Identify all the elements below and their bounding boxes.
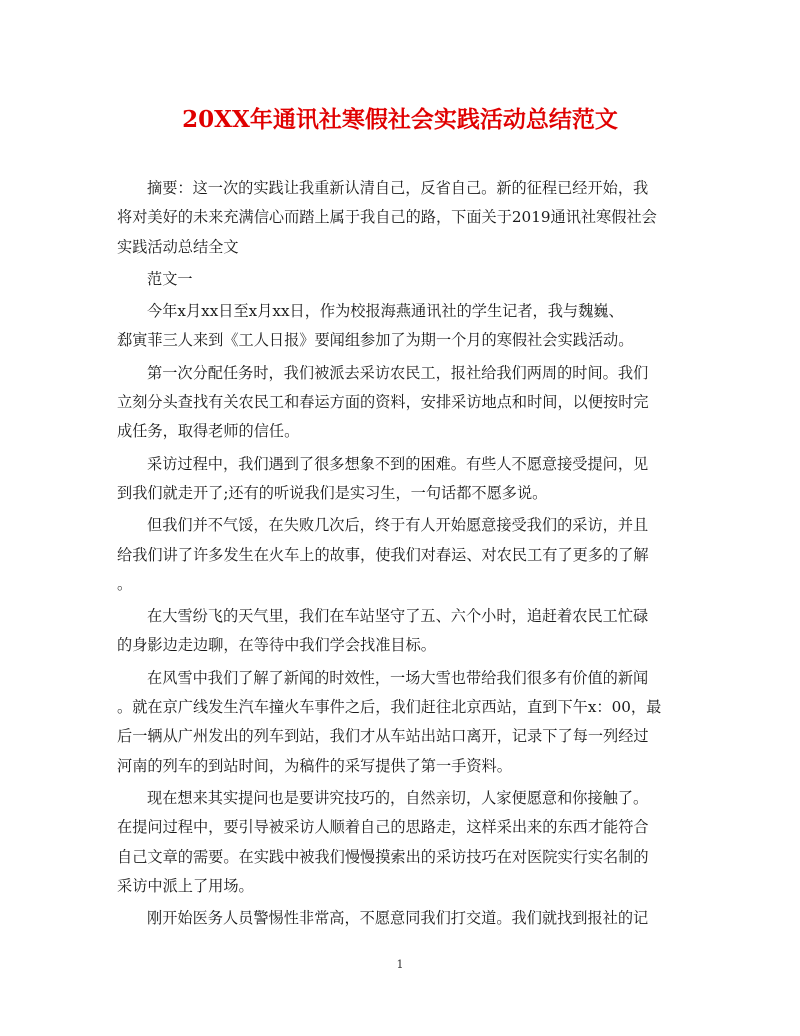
paragraph-para-6 [117, 664, 683, 781]
text-line: 今年x月xx日至x月xx日，作为校报海燕通讯社的学生记者，我与魏巍、 [147, 302, 624, 321]
text-line: 将对美好的未来充满信心而踏上属于我自己的路，下面关于2019通讯社寒假社会 [117, 208, 657, 227]
paragraph-para-8 [117, 904, 683, 933]
text-line: 后一辆从广州发出的列车到站，我们才从车站出站口离开，记录下了每一列经过 [117, 727, 649, 746]
document-body [117, 174, 683, 936]
paragraph-para-3 [117, 450, 683, 509]
text-line: 但我们并不气馁，在失败几次后，终于有人开始愿意接受我们的采访，并且 [147, 516, 649, 535]
text-line: 郄寅菲三人来到《工人日报》要闻组参加了为期一个月的寒假社会实践活动。 [117, 331, 634, 350]
text-line: 在风雪中我们了解了新闻的时效性，一场大雪也带给我们很多有价值的新闻 [147, 668, 649, 687]
text-line: 立刻分头查找有关农民工和春运方面的资料，安排采访地点和时间，以便按时完 [117, 393, 649, 412]
paragraph-para-7 [117, 784, 683, 901]
text-line: 范文一 [147, 269, 193, 288]
text-line: 成任务，取得老师的信任。 [117, 422, 300, 441]
paragraph-para-2 [117, 359, 683, 447]
paragraph-para-4 [117, 511, 683, 599]
paragraph-abstract [117, 174, 683, 262]
text-line: 现在想来其实提问也是要讲究技巧的，自然亲切，人家便愿意和你接触了。 [147, 788, 649, 807]
text-line: 的身影边走边聊，在等待中我们学会找准目标。 [117, 636, 436, 655]
text-line: 自己文章的需要。在实践中被我们慢慢摸索出的采访技巧在对医院实行实名制的 [117, 847, 649, 866]
text-line: 第一次分配任务时，我们被派去采访农民工，报社给我们两周的时间。我们 [147, 363, 649, 382]
paragraph-section-heading [117, 265, 683, 294]
document-title: 20XX年通讯社寒假社会实践活动总结范文 [182, 106, 618, 133]
text-line: 。 [117, 574, 133, 593]
paragraph-para-5 [117, 602, 683, 661]
text-line: 刚开始医务人员警惕性非常高，不愿意同我们打交道。我们就找到报社的记 [147, 909, 649, 928]
text-line: 采访过程中，我们遇到了很多想象不到的困难。有些人不愿意接受提问，见 [147, 454, 649, 473]
text-line: 实践活动总结全文 [117, 237, 239, 256]
text-line: 给我们讲了许多发生在火车上的故事，使我们对春运、对农民工有了更多的了解 [117, 545, 649, 564]
text-line: 在提问过程中，要引导被采访人顺着自己的思路走，这样采出来的东西才能符合 [117, 818, 649, 837]
text-line: 采访中派上了用场。 [117, 876, 254, 895]
text-line: 摘要：这一次的实践让我重新认清自己，反省自己。新的征程已经开始，我 [147, 179, 649, 197]
page-number: 1 [396, 958, 404, 971]
text-line: 在大雪纷飞的天气里，我们在车站坚守了五、六个小时，追赶着农民工忙碌 [147, 607, 649, 626]
paragraph-para-1 [117, 297, 683, 356]
text-line: 河南的列车的到站时间，为稿件的采写提供了第一手资料。 [117, 756, 512, 775]
text-line: 。就在京广线发生汽车撞火车事件之后，我们赶往北京西站，直到下午x：00，最 [117, 698, 662, 717]
text-line: 到我们就走开了;还有的听说我们是实习生，一句话都不愿多说。 [117, 483, 548, 502]
